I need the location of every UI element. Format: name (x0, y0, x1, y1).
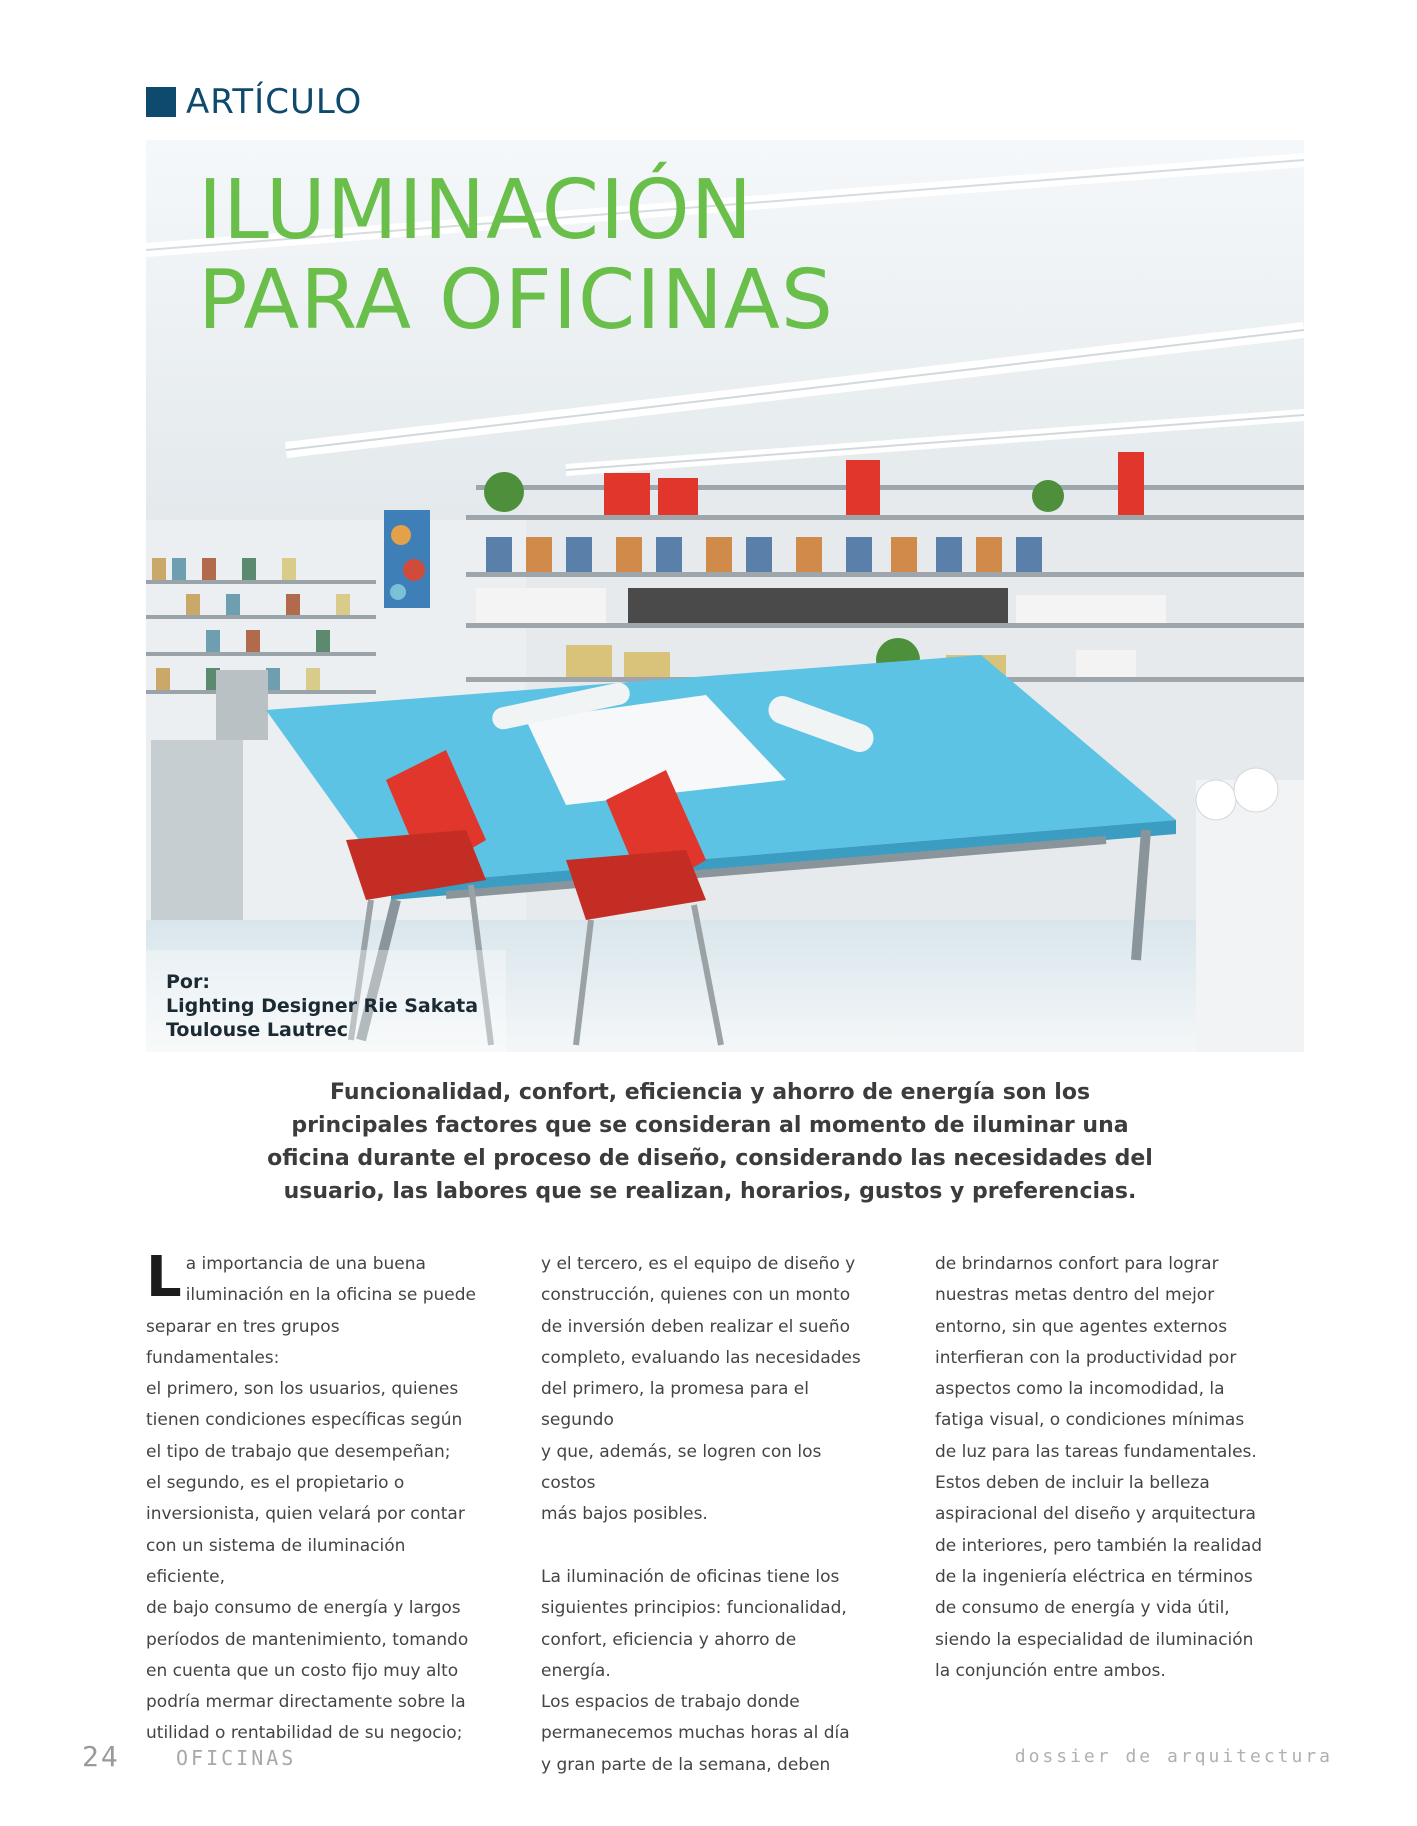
publication-name: dossier de arquitectura (1014, 1746, 1333, 1767)
page-number: 24 (82, 1740, 120, 1773)
hero-photo (146, 140, 1304, 1052)
lead-paragraph: Funcionalidad, confort, eficiencia y ahorro de energía son los principales factores que se consideran al momento de iluminar una oficina durante el proceso de diseño, considerando las necesidades del usuario, las labores que se realizan, horarios, gustos y preferencias. (267, 1080, 1153, 1204)
byline (166, 970, 478, 1042)
article-title-line-1: ILUMINACIÓN (198, 163, 754, 258)
byline-label: Por: (166, 971, 210, 993)
magazine-section: OFICINAS (176, 1746, 297, 1770)
paragraph-gap (541, 1531, 871, 1562)
file-cabinet (151, 740, 243, 920)
section-label-text: ARTÍCULO (186, 82, 363, 122)
paper-rolls (1196, 780, 1304, 1052)
body-column-2 (541, 1249, 871, 1781)
body-column-2-paragraph-1: y el tercero, es el equipo de diseño y construcción, quienes con un monto de inversión deben realizar el sueño completo, evaluando las necesidades del primero, la promesa para el segundo y que, además, se logren con los costos más bajos posibles. (541, 1254, 861, 1525)
drop-cap: L (146, 1245, 182, 1310)
article-title (198, 163, 834, 348)
body-column-1-text: a importancia de una buena iluminación en la oficina se puede separar en tres grupos fundamentales: el primero, son los usuarios, quienes tienen condiciones específicas según el tipo de trabajo que desempeñan; el segundo, es el propietario o inversionista, quien velará por contar con un sistema de iluminación eficiente, de bajo consumo de energía y largos períodos de mantenimiento, tomando en cuenta que un costo fijo muy alto podría mermar directamente sobre la utilidad o rentabilidad de su negocio; (146, 1254, 476, 1744)
body-column-3-text: de brindarnos confort para lograr nuestras metas dentro del mejor entorno, sin que agentes externos interfieran con la productividad por aspectos como la incomodidad, la fatiga visual, o condiciones mínimas de luz para las tareas fundamentales. Estos deben de incluir la belleza aspiracional del diseño y arquitectura de interiores, pero también la realidad de la ingeniería eléctrica en términos de consumo de energía y vida útil, siendo la especialidad de iluminación la conjunción entre ambos. (935, 1254, 1263, 1681)
body-column-1 (146, 1245, 476, 1750)
section-label (146, 82, 362, 122)
author-line-2: Toulouse Lautrec (166, 1019, 348, 1041)
article-title-line-2: PARA OFICINAS (198, 253, 834, 348)
body-column-3 (935, 1249, 1265, 1687)
body-column-2-paragraph-2: La iluminación de oficinas tiene los siguientes principios: funcionalidad, confort, eficiencia y ahorro de energía. Los espacios de trabajo donde permanecemos muchas horas al día y gran parte de la semana, deben (541, 1566, 850, 1775)
section-square-icon (146, 87, 176, 117)
author-line-1: Lighting Designer Rie Sakata (166, 995, 479, 1017)
